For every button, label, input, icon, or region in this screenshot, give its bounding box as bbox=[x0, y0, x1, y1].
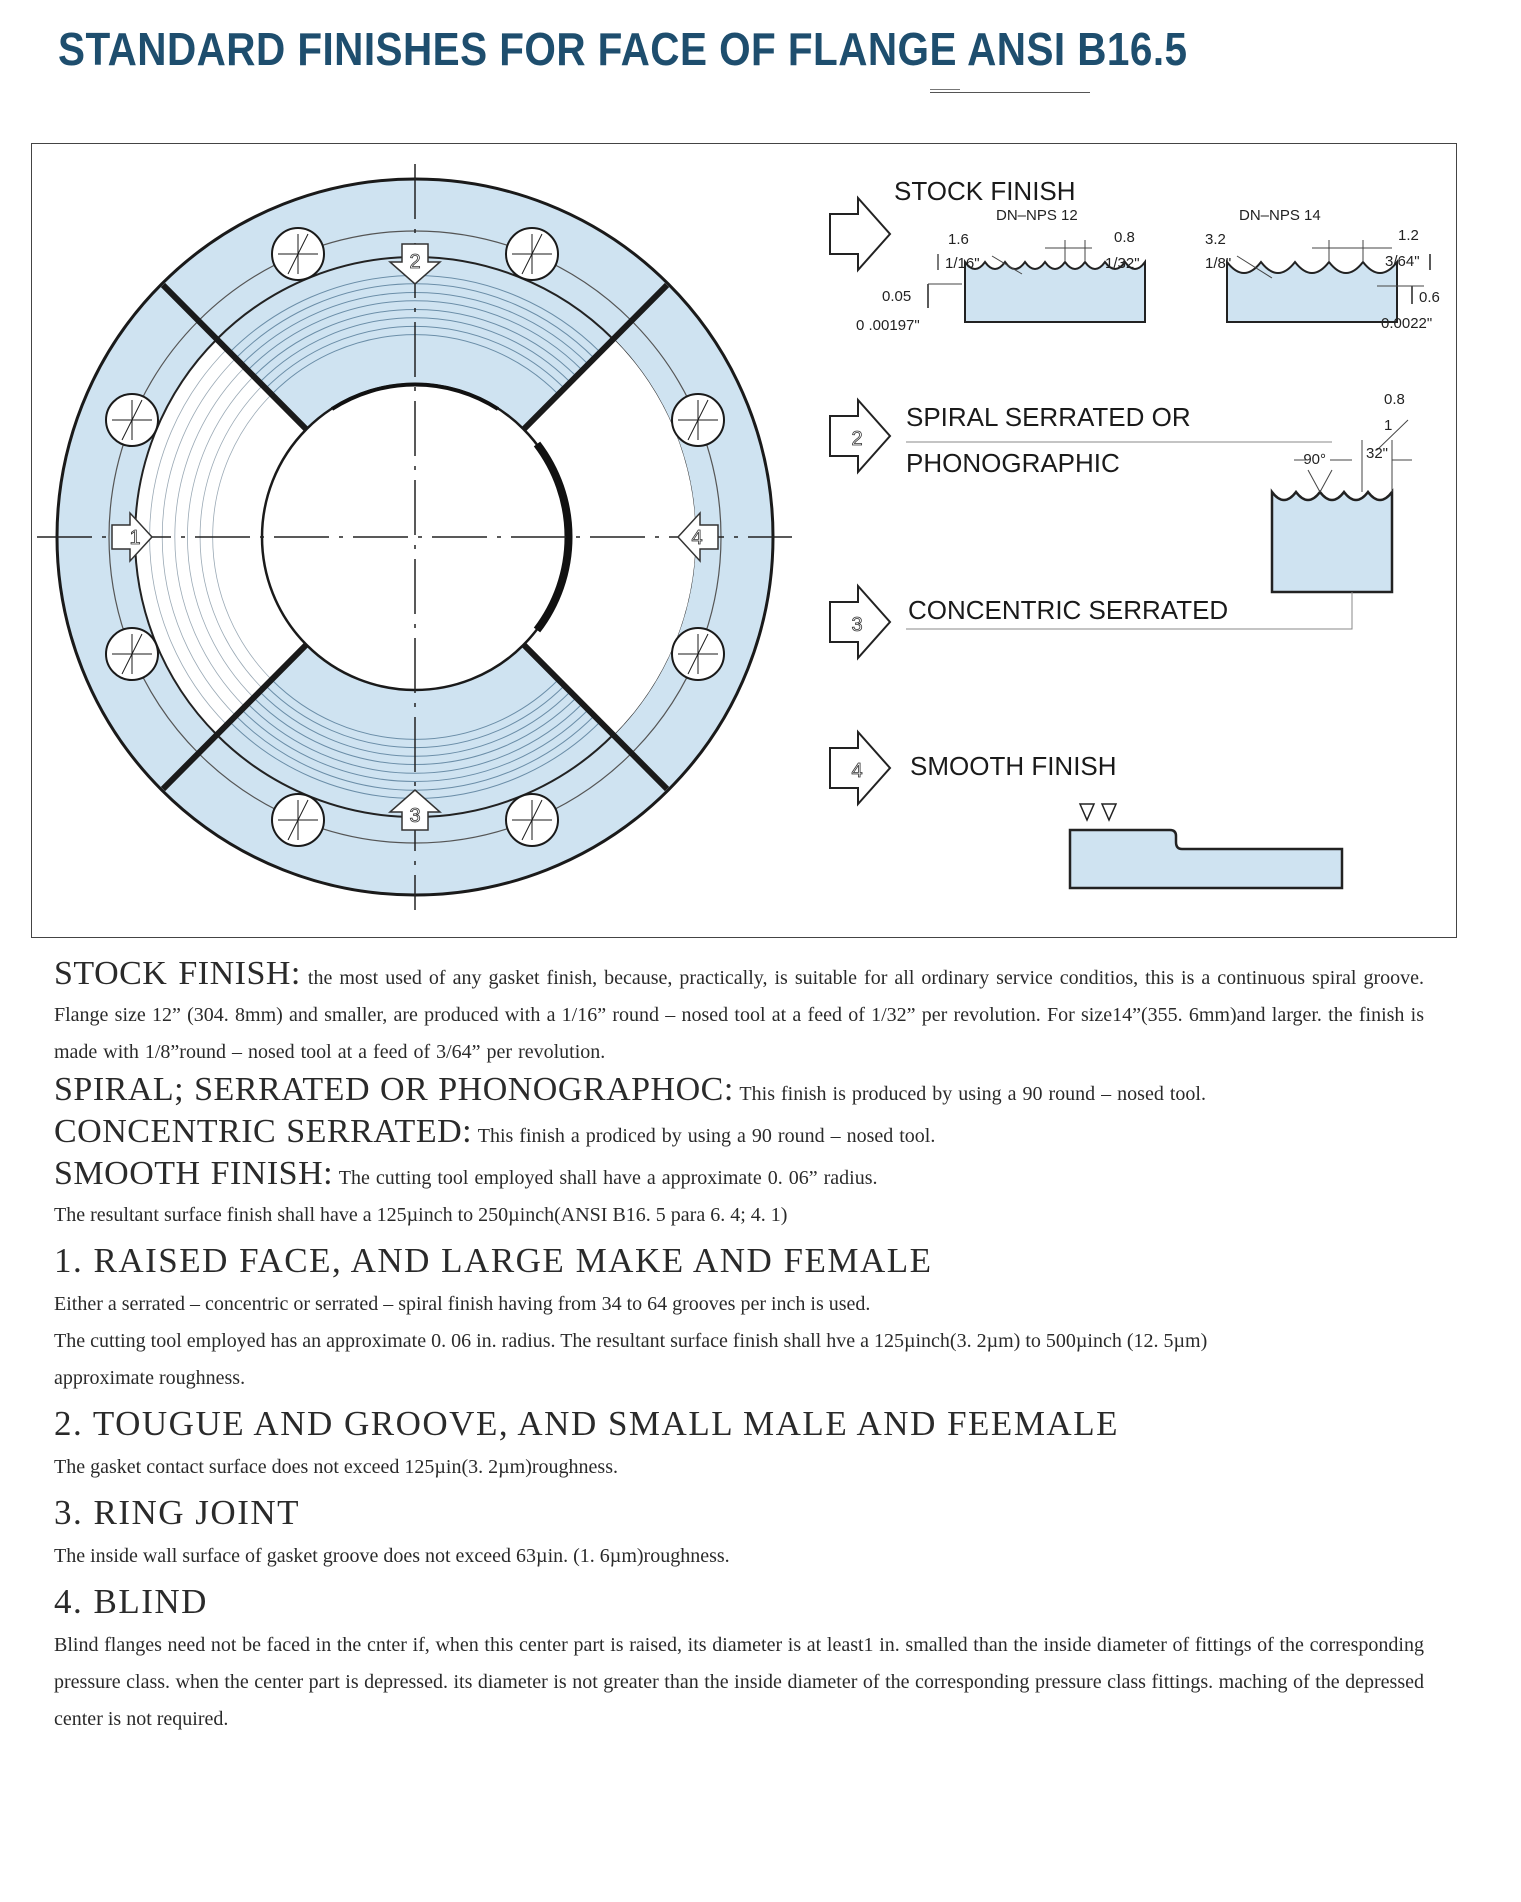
stock-left-feed-mm: 0.8 bbox=[1114, 229, 1135, 246]
stock-left-depth-in: 0 .00197" bbox=[856, 317, 920, 334]
bolt-hole bbox=[672, 628, 724, 680]
stock-right-depth-mm: 0.6 bbox=[1419, 289, 1440, 306]
explanatory-text bbox=[54, 955, 1424, 1738]
concentric-body: This finish a prodiced by using a 90 round – nosed tool. bbox=[477, 1125, 936, 1147]
smooth-label: SMOOTH FINISH bbox=[910, 751, 1117, 781]
stock-finish-heading: STOCK FINISH: bbox=[54, 955, 301, 992]
section-2-heading: 2. TOUGUE AND GROOVE, AND SMALL MALE AND FEEMALE bbox=[54, 1404, 1119, 1443]
concentric-finish-detail bbox=[830, 586, 1352, 658]
spiral-profile bbox=[1272, 492, 1392, 592]
page-title: STANDARD FINISHES FOR FACE OF FLANGE ANSI B16.5 bbox=[58, 23, 1188, 75]
spiral-body: This finish is produced by using a 90 round – nosed tool. bbox=[739, 1083, 1206, 1105]
stock-left-r-in: 1/16" bbox=[945, 255, 980, 272]
stock-right-r-mm: 3.2 bbox=[1205, 231, 1226, 248]
smooth-paragraph bbox=[54, 1155, 1424, 1197]
flange-face bbox=[37, 164, 792, 910]
smooth-body: The cutting tool employed shall have a approximate 0. 06” radius. bbox=[338, 1167, 878, 1189]
spiral-pitch-den: 32" bbox=[1366, 445, 1389, 462]
stock-finish-detail bbox=[830, 176, 1440, 334]
smooth-profile bbox=[1070, 830, 1342, 888]
stock-arrow bbox=[830, 198, 890, 270]
flange-arrow-2-label: 2 bbox=[409, 251, 421, 273]
stock-right-depth-in: 0.0022" bbox=[1381, 315, 1433, 332]
spiral-heading: SPIRAL; SERRATED OR PHONOGRAPHOC: bbox=[54, 1071, 734, 1108]
smooth-arrow-label: 4 bbox=[851, 760, 863, 782]
stock-finish-body: the most used of any gasket finish, because, practically, is suitable for all ordinary service conditios, this is a continuous spiral groove. Flange size 12” (304. 8mm) and smaller, are produced with a 1/16” round – nosed tool at a feed of 1/32” per revolution. For size14”(355. 6mm)and larger. the finish is made with 1/8”round – nosed tool at a feed of 3/64” per revolution. bbox=[54, 967, 1424, 1063]
section-4-text: Blind flanges need not be faced in the cnter if, when this center part is raised, its diameter is at least1 in. smalled than the inside diameter of fittings of the corresponding pressure class. when the center part is depressed. its diameter is not greater than the inside diameter of the corresponding pressure class fittings. maching of the depressed center is not required. bbox=[54, 1634, 1424, 1730]
spiral-pitch-mm: 0.8 bbox=[1384, 391, 1405, 408]
spiral-label-line2: PHONOGRAPHIC bbox=[906, 448, 1120, 478]
flange-arrow-3-label: 3 bbox=[409, 805, 421, 827]
bolt-hole bbox=[106, 628, 158, 680]
concentric-label: CONCENTRIC SERRATED bbox=[908, 595, 1229, 625]
concentric-paragraph bbox=[54, 1113, 1424, 1155]
section-3-heading: 3. RING JOINT bbox=[54, 1493, 301, 1532]
flange-arrow-1-label: 1 bbox=[129, 527, 141, 549]
bolt-hole bbox=[506, 794, 558, 846]
stock-finish-paragraph bbox=[54, 955, 1424, 1071]
spiral-angle: 90° bbox=[1303, 451, 1326, 468]
smooth-surface-symbol bbox=[1080, 804, 1116, 820]
stock-right-feed-in: 3/64" bbox=[1385, 253, 1420, 270]
title-underline-tick bbox=[930, 89, 960, 90]
section-2-text: The gasket contact surface does not exceed 125µin(3. 2µm)roughness. bbox=[54, 1456, 618, 1478]
stock-right-r-in: 1/8" bbox=[1205, 255, 1232, 272]
spiral-arrow-label: 2 bbox=[851, 428, 863, 450]
stock-right-profile bbox=[1227, 262, 1397, 322]
spiral-label-line1: SPIRAL SERRATED OR bbox=[906, 402, 1191, 432]
section-4-heading: 4. BLIND bbox=[54, 1582, 208, 1621]
stock-left-dn: DN–NPS 12 bbox=[996, 207, 1078, 224]
stock-left-r-mm: 1.6 bbox=[948, 231, 969, 248]
smooth-body-2: The resultant surface finish shall have a 125µinch to 250µinch(ANSI B16. 5 para 6. 4; 4. 1) bbox=[54, 1204, 788, 1226]
spiral-pitch-num: 1 bbox=[1384, 417, 1393, 434]
section-1-text-3: approximate roughness. bbox=[54, 1367, 246, 1389]
bolt-hole bbox=[506, 228, 558, 280]
smooth-finish-detail bbox=[830, 732, 1342, 888]
smooth-heading: SMOOTH FINISH: bbox=[54, 1155, 334, 1192]
flange-arrow-4-label: 4 bbox=[691, 527, 703, 549]
flange-finish-diagram bbox=[32, 144, 1456, 937]
concentric-heading: CONCENTRIC SERRATED: bbox=[54, 1113, 473, 1150]
section-1-text-2: The cutting tool employed has an approximate 0. 06 in. radius. The resultant surface finish shall hve a 125µinch(3. 2µm) to 500µinch (12. 5µm) bbox=[54, 1330, 1208, 1352]
stock-left-depth-mm: 0.05 bbox=[882, 288, 912, 305]
stock-right-dn: DN–NPS 14 bbox=[1239, 207, 1321, 224]
bolt-hole bbox=[672, 394, 724, 446]
stock-left-feed-in: 1/32" bbox=[1105, 255, 1140, 272]
section-3-text: The inside wall surface of gasket groove does not exceed 63µin. (1. 6µm)roughness. bbox=[54, 1545, 730, 1567]
bolt-hole bbox=[106, 394, 158, 446]
title-underline bbox=[930, 92, 1090, 93]
spiral-paragraph bbox=[54, 1071, 1424, 1113]
concentric-arrow-label: 3 bbox=[851, 614, 863, 636]
section-1-text-1: Either a serrated – concentric or serrated – spiral finish having from 34 to 64 grooves per inch is used. bbox=[54, 1293, 871, 1315]
spiral-finish-detail bbox=[830, 391, 1412, 592]
bolt-hole bbox=[272, 228, 324, 280]
stock-finish-title: STOCK FINISH bbox=[894, 176, 1076, 206]
bolt-hole bbox=[272, 794, 324, 846]
section-1-heading: 1. RAISED FACE, AND LARGE MAKE AND FEMALE bbox=[54, 1241, 933, 1280]
stock-right-feed-mm: 1.2 bbox=[1398, 227, 1419, 244]
diagram-frame bbox=[31, 143, 1457, 938]
